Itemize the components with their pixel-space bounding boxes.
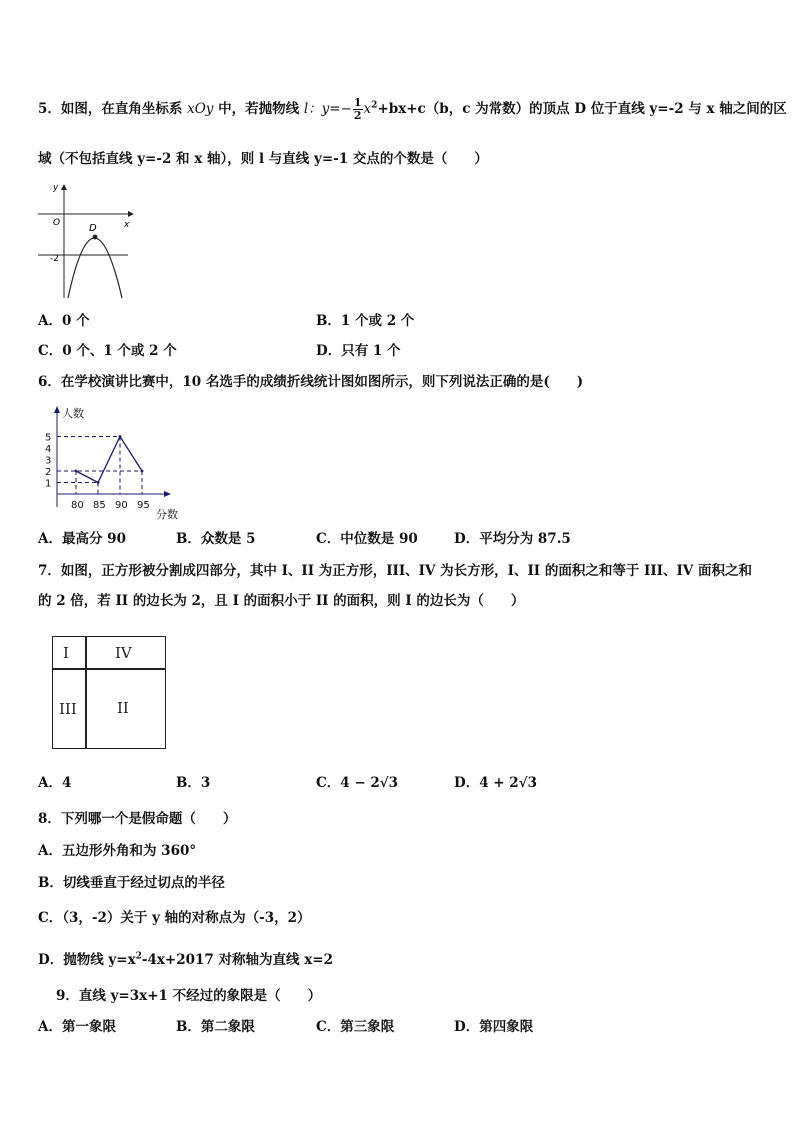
data-point-85 xyxy=(97,481,100,484)
q9-option-b[interactable]: B．第二象限 xyxy=(176,1019,255,1035)
x-tick-label-90: 90 xyxy=(115,500,128,511)
region-i-label: I xyxy=(63,644,69,662)
q5-option-c[interactable]: C．0 个、1 个或 2 个 xyxy=(38,343,177,359)
region-ii-label: II xyxy=(117,699,129,717)
x-tick-label-95: 95 xyxy=(137,500,150,511)
y-tick-label-4: 4 xyxy=(45,444,52,455)
chart-ylabel: 人数 xyxy=(62,407,84,420)
q8-option-d[interactable]: D．抛物线 $y=x^2-4x+2017$ 对称轴为直线 x=2 xyxy=(38,951,333,968)
q6-option-c[interactable]: C．中位数是 90 xyxy=(316,531,418,547)
graph-y-label: y xyxy=(53,183,59,193)
x-tick-label-80: 80 xyxy=(71,500,84,511)
q8-option-a[interactable]: A．五边形外角和为 360° xyxy=(38,843,197,859)
figure-horizontal-divider xyxy=(52,668,166,670)
q9-option-d[interactable]: D．第四象限 xyxy=(454,1019,534,1035)
y-tick-label-3: 3 xyxy=(45,455,52,467)
score-line-chart xyxy=(36,404,196,522)
data-point-95 xyxy=(141,470,144,473)
x-tick-label-85: 85 xyxy=(93,500,106,511)
graph-origin-label: O xyxy=(53,218,61,228)
q8-option-b[interactable]: B．切线垂直于经过切点的半径 xyxy=(38,875,225,891)
q9-option-c[interactable]: C．第三象限 xyxy=(316,1019,395,1035)
y-tick-label-1: 1 xyxy=(45,478,52,490)
q5-option-a[interactable]: A．0 个 xyxy=(38,313,90,329)
q5-option-d[interactable]: D．只有 1 个 xyxy=(316,343,401,359)
q8-question: 8．下列哪一个是假命题（ ） xyxy=(38,811,237,827)
q5-line1: 5．如图，在直角坐标系 xOy 中，若抛物线 l：y=− $\frac{1}{2}$ $x^2+bx+c(b$，c 为常数）的顶点 D 位于直线 y=-2 与 x 轴之间的区 xyxy=(38,96,787,122)
chart-xlabel: 分数 xyxy=(156,508,178,521)
q9-question: 9．直线 y=3x+1 不经过的象限是（ ） xyxy=(56,988,322,1004)
q7-line2: 的 2 倍，若 II 的边长为 2，且 I 的面积小于 II 的面积，则 I 的边长为（ ） xyxy=(38,593,525,609)
q5-parabola-graph xyxy=(36,180,146,302)
q7-option-c[interactable]: C．4 − 2√3 xyxy=(316,775,399,791)
q6-option-d[interactable]: D．平均分为 87.5 xyxy=(454,531,571,547)
fraction-half: $\frac{1}{2}$ xyxy=(353,96,362,122)
y-tick-label-2: 2 xyxy=(45,467,52,478)
graph-d-label: D xyxy=(89,223,97,234)
q7-option-d[interactable]: D．4 + 2√3 xyxy=(454,775,537,791)
q5-option-b[interactable]: B．1 个或 2 个 xyxy=(316,313,415,329)
series-line xyxy=(76,437,142,483)
y-tick-label-5: 5 xyxy=(45,432,52,444)
q7-line1: 7．如图，正方形被分割成四部分，其中 I、II 为正方形，III、IV 为长方形，I、II 的面积之和等于 III、IV 面积之和 xyxy=(38,563,752,579)
q8-option-c[interactable]: C．（3，-2）关于 y 轴的对称点为（-3，2） xyxy=(38,910,311,926)
q7-option-b[interactable]: B．3 xyxy=(176,775,211,791)
graph-m2-label: -2 xyxy=(50,254,59,264)
region-iii-label: III xyxy=(59,700,77,718)
figure-vertical-divider xyxy=(85,636,87,749)
q6-option-a[interactable]: A．最高分 90 xyxy=(38,531,126,547)
q7-option-a[interactable]: A．4 xyxy=(38,775,72,791)
region-iv-label: IV xyxy=(115,644,132,662)
q9-option-a[interactable]: A．第一象限 xyxy=(38,1019,116,1035)
q6-option-b[interactable]: B．众数是 5 xyxy=(176,531,256,547)
data-point-90 xyxy=(119,435,122,438)
graph-x-label: x xyxy=(124,220,130,230)
data-point-80 xyxy=(75,470,78,473)
q5-line2: 域（不包括直线 y=-2 和 x 轴），则 l 与直线 y=-1 交点的个数是（ ） xyxy=(38,151,488,167)
square-figure xyxy=(52,636,166,749)
square-outline xyxy=(52,636,166,749)
q6-question: 6．在学校演讲比赛中，10 名选手的成绩折线统计图如图所示，则下列说法正确的是( ) xyxy=(38,374,584,390)
